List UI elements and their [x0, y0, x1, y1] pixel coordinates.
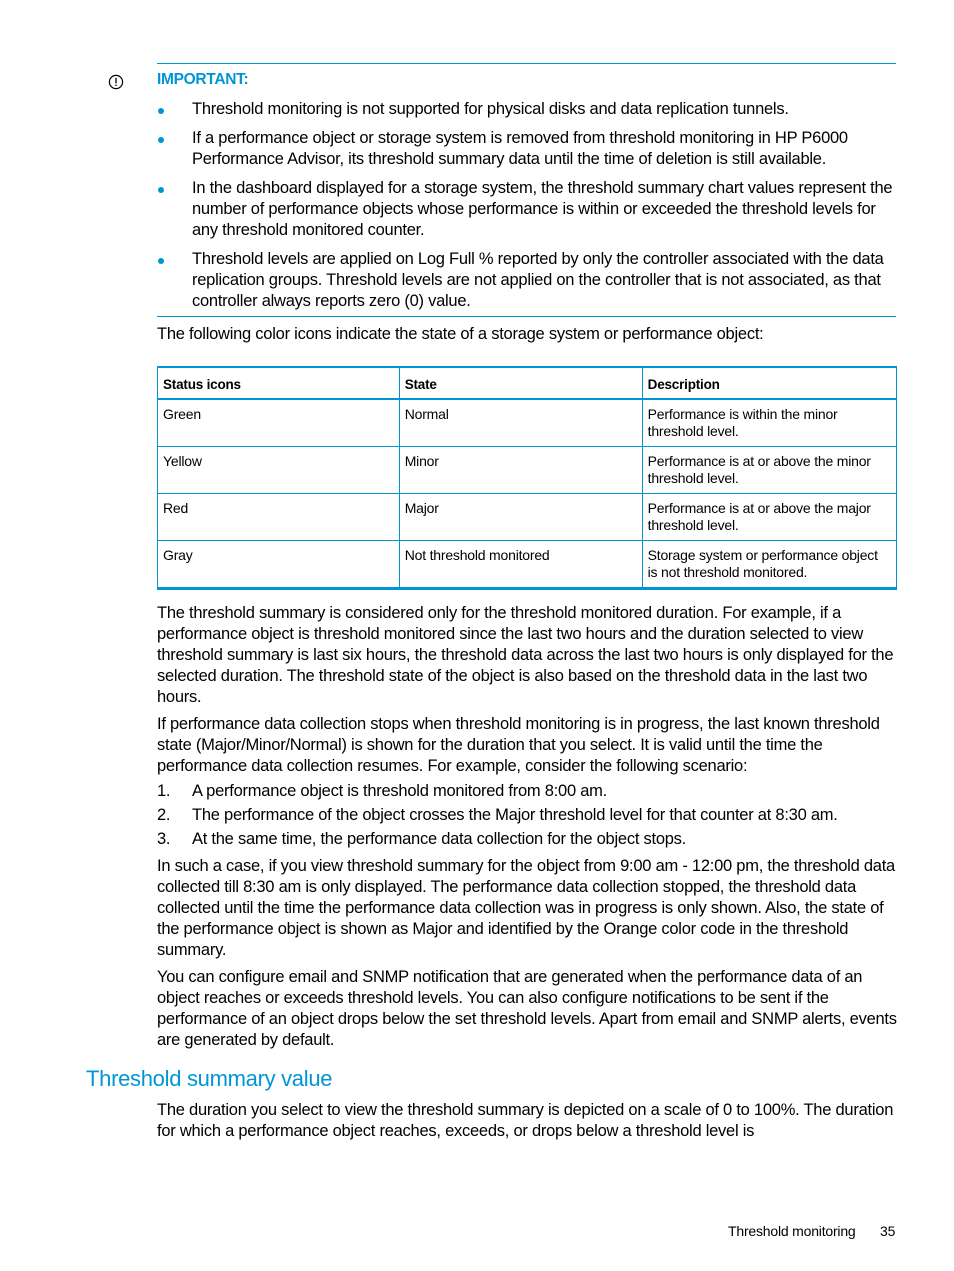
table-cell: Minor	[399, 447, 642, 494]
table-cell: Major	[399, 494, 642, 541]
list-item: Threshold levels are applied on Log Full % reported by only the controller associated with the data replication groups. Threshold levels are not applied on the controller that is not associated, as that controller always reports zero (0) value.	[157, 249, 902, 312]
status-icons-table	[157, 366, 897, 590]
table-row	[158, 494, 897, 541]
table-row	[158, 399, 897, 447]
table-row	[158, 541, 897, 589]
table-cell: Storage system or performance object is not threshold monitored.	[642, 541, 896, 589]
table-cell: Performance is within the minor threshold level.	[642, 399, 896, 447]
table-cell: Gray	[158, 541, 400, 589]
paragraph: In such a case, if you view threshold summary for the object from 9:00 am - 12:00 pm, the threshold data collected till 8:30 am is only displayed. The performance data collection stopped, the threshold data collected until the time the performance data collection was in progress is only shown. Also, the state of the performance object is shown as Major and identified by the Orange color code in the threshold summary.	[157, 857, 895, 959]
section-heading: Threshold summary value	[86, 1066, 333, 1091]
column-header: Status icons	[158, 367, 400, 399]
bullet-icon	[158, 137, 164, 143]
list-item: 1. A performance object is threshold monitored from 8:00 am.	[157, 782, 607, 800]
table-cell: Yellow	[158, 447, 400, 494]
page-number: 35	[880, 1223, 896, 1239]
bullet-icon	[158, 108, 164, 114]
paragraph: You can configure email and SNMP notification that are generated when the performance data of an object reaches or exceeds threshold levels. You can also configure notifications to be sent if the performance of an object drops below the set threshold levels. Apart from email and SNMP alerts, events are generated by default.	[157, 968, 897, 1049]
table-header-row	[158, 367, 897, 399]
column-header: State	[399, 367, 642, 399]
bullet-icon	[158, 187, 164, 193]
table-cell: Green	[158, 399, 400, 447]
important-label: IMPORTANT:	[157, 71, 249, 88]
list-item: 2. The performance of the object crosses the Major threshold level for that counter at 8:30 am.	[157, 806, 838, 824]
list-item: In the dashboard displayed for a storage system, the threshold summary chart values represent the number of performance objects whose performance is within or exceeded the threshold levels for any threshold monitored counter.	[157, 178, 902, 241]
scenario-steps	[157, 781, 902, 853]
important-icon	[108, 74, 124, 90]
table-cell: Performance is at or above the minor threshold level.	[642, 447, 896, 494]
list-item: If a performance object or storage system is removed from threshold monitoring in HP P6000 Performance Advisor, its threshold summary data until the time of deletion is still available.	[157, 128, 902, 170]
table-cell: Red	[158, 494, 400, 541]
list-item: 3. At the same time, the performance data collection for the object stops.	[157, 830, 687, 848]
list-item: Threshold monitoring is not supported for physical disks and data replication tunnels.	[157, 99, 902, 120]
paragraph: If performance data collection stops when threshold monitoring is in progress, the last known threshold state (Major/Minor/Normal) is shown for the duration that you select. It is valid until the time the performance data collection resumes. For example, consider the following scenario:	[157, 715, 880, 775]
important-bullet-list	[157, 99, 902, 320]
table-row	[158, 447, 897, 494]
table-intro: The following color icons indicate the state of a storage system or performance object:	[157, 325, 764, 343]
table-cell: Not threshold monitored	[399, 541, 642, 589]
table-cell: Performance is at or above the major threshold level.	[642, 494, 896, 541]
table-cell: Normal	[399, 399, 642, 447]
paragraph: The threshold summary is considered only for the threshold monitored duration. For example, if a performance object is threshold monitored since the last two hours and the duration selected to view threshold summary is last six hours, the threshold data across the last two hours is only displayed for the selected duration. The threshold state of the object is also based on the threshold data in the last two hours.	[157, 604, 894, 706]
bullet-icon	[158, 258, 164, 264]
important-top-rule	[157, 63, 896, 64]
column-header: Description	[642, 367, 896, 399]
footer-section-name: Threshold monitoring	[728, 1223, 856, 1239]
important-bottom-rule	[157, 316, 896, 317]
paragraph: The duration you select to view the threshold summary is depicted on a scale of 0 to 100%. The duration for which a performance object reaches, exceeds, or drops below a threshold level is	[157, 1101, 894, 1140]
